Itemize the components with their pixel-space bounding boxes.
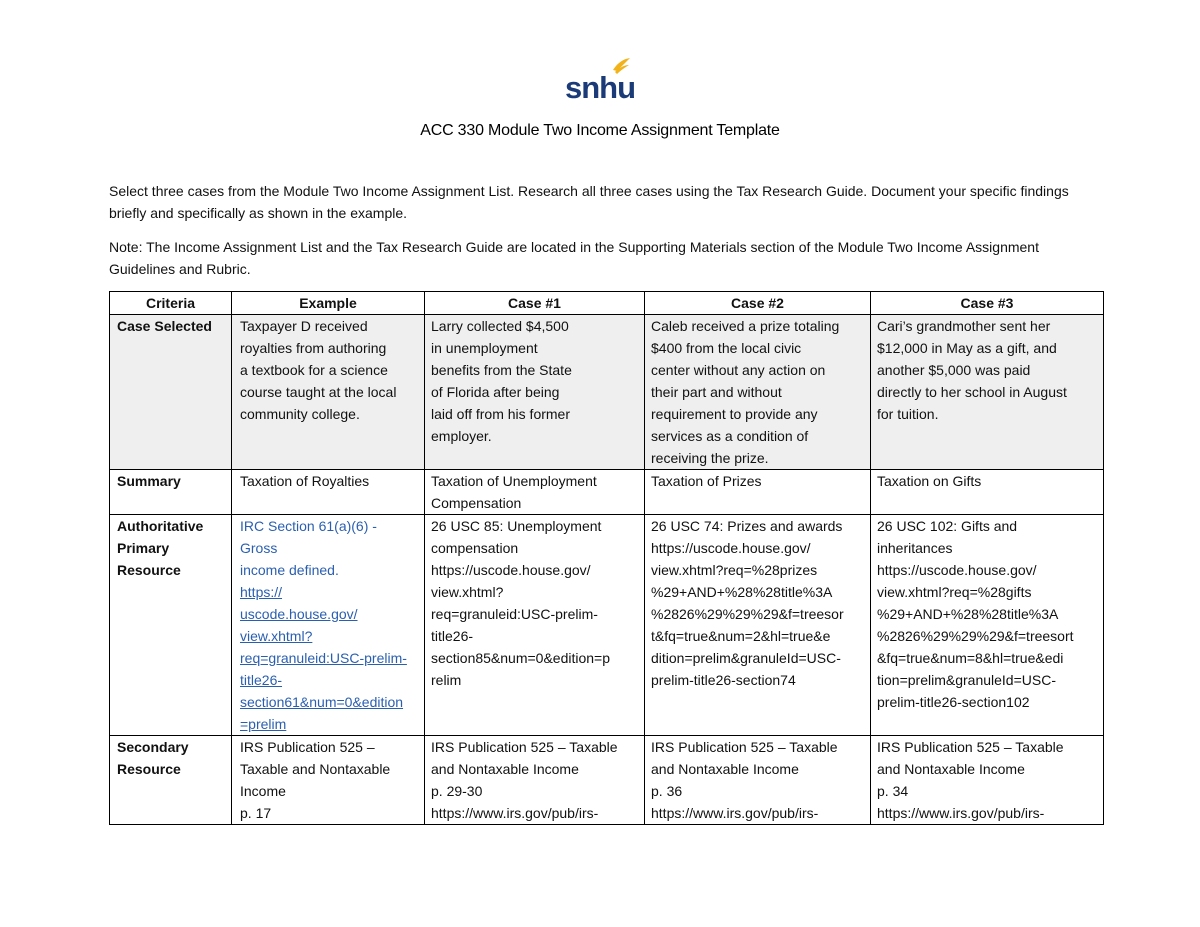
header-criteria: Criteria bbox=[110, 292, 232, 315]
text-line: Resource bbox=[117, 562, 181, 578]
cell-case-selected-example bbox=[232, 315, 425, 470]
cell-summary-case-2: Taxation of Prizes bbox=[645, 470, 871, 515]
example-citation-line: IRC Section 61(a)(6) - Gross bbox=[240, 518, 377, 556]
svg-text:snhu: snhu bbox=[564, 70, 636, 104]
example-source-link[interactable]: req=granuleid:USC-prelim- bbox=[240, 650, 407, 666]
text-line: Authoritative bbox=[117, 518, 204, 534]
text-line: Taxable and Nontaxable bbox=[240, 761, 391, 777]
note-label: Note: bbox=[109, 239, 143, 255]
text-line: $12,000 in May as a gift, and bbox=[877, 340, 1057, 356]
text-line: %29+AND+%28%28title%3A bbox=[651, 584, 833, 600]
text-line: p. 17 bbox=[240, 805, 272, 821]
text-line: p. 36 bbox=[651, 783, 683, 799]
cell-secondary-case-1 bbox=[425, 736, 645, 825]
text-line: p. 29-30 bbox=[431, 783, 483, 799]
text-line: Income bbox=[240, 783, 286, 799]
table-header-row bbox=[110, 292, 1104, 315]
text-line: prelim-title26-section74 bbox=[651, 672, 796, 688]
text-line: https://uscode.house.gov/ bbox=[651, 540, 811, 556]
text-line: view.xhtml? bbox=[431, 584, 504, 600]
cell-case-selected-case-1 bbox=[425, 315, 645, 470]
text-line: IRS Publication 525 – Taxable bbox=[651, 739, 838, 755]
cell-case-selected-case-3 bbox=[871, 315, 1104, 470]
example-source-link[interactable]: section61&num=0&edition bbox=[240, 694, 404, 710]
row-label-authoritative-resource bbox=[110, 515, 232, 736]
text-line: section85&num=0&edition=p bbox=[431, 650, 611, 666]
cell-summary-case-1 bbox=[425, 470, 645, 515]
text-line: IRS Publication 525 – Taxable bbox=[431, 739, 618, 755]
cell-case-selected-case-2 bbox=[645, 315, 871, 470]
text-line: of Florida after being bbox=[431, 384, 560, 400]
text-line: prelim-title26-section102 bbox=[877, 694, 1030, 710]
text-line: tion=prelim&granuleId=USC- bbox=[877, 672, 1056, 688]
text-line: compensation bbox=[431, 540, 519, 556]
table-row-summary bbox=[110, 470, 1104, 515]
text-line: course taught at the local bbox=[240, 384, 397, 400]
document-title: ACC 330 Module Two Income Assignment Template bbox=[420, 122, 780, 139]
table-row-authoritative-resource bbox=[110, 515, 1104, 736]
snhu-logo bbox=[560, 56, 640, 104]
text-line: directly to her school in August bbox=[877, 384, 1067, 400]
header-case-2: Case #2 bbox=[645, 292, 871, 315]
cell-authoritative-case-1 bbox=[425, 515, 645, 736]
assignment-table bbox=[109, 291, 1104, 825]
example-source-link[interactable]: uscode.house.gov/ bbox=[240, 606, 358, 622]
example-citation-line: income defined. bbox=[240, 562, 339, 578]
text-line: their part and without bbox=[651, 384, 782, 400]
note-text: The Income Assignment List and the Tax Research Guide are located in the Supporting Materials section of the Module Two Income Assignment Guidelines and Rubric. bbox=[109, 239, 1039, 277]
text-line: and Nontaxable Income bbox=[651, 761, 799, 777]
text-line: a textbook for a science bbox=[240, 362, 388, 378]
text-line: IRS Publication 525 – bbox=[240, 739, 375, 755]
note-paragraph bbox=[109, 236, 1094, 280]
cell-secondary-case-2 bbox=[645, 736, 871, 825]
instructions-paragraph: Select three cases from the Module Two Income Assignment List. Research all three cases using the Tax Research Guide. Document your specific findings briefly and specifically as shown in the example. bbox=[109, 183, 1069, 221]
row-label-case-selected: Case Selected bbox=[110, 315, 232, 470]
text-line: 26 USC 102: Gifts and bbox=[877, 518, 1018, 534]
row-label-secondary-resource bbox=[110, 736, 232, 825]
text-line: services as a condition of bbox=[651, 428, 809, 444]
table-row-secondary-resource bbox=[110, 736, 1104, 825]
text-line: requirement to provide any bbox=[651, 406, 818, 422]
text-line: Taxpayer D received bbox=[240, 318, 368, 334]
example-source-link[interactable]: https:// bbox=[240, 584, 283, 600]
text-line: $400 from the local civic bbox=[651, 340, 802, 356]
text-line: laid off from his former bbox=[431, 406, 571, 422]
text-line: in unemployment bbox=[431, 340, 538, 356]
text-line: https://uscode.house.gov/ bbox=[877, 562, 1037, 578]
header-case-3: Case #3 bbox=[871, 292, 1104, 315]
header-case-1: Case #1 bbox=[425, 292, 645, 315]
text-line: Taxation of Unemployment bbox=[431, 473, 597, 489]
text-line: %29+AND+%28%28title%3A bbox=[877, 606, 1059, 622]
text-line: &fq=true&num=8&hl=true&edi bbox=[877, 650, 1064, 666]
text-line: 26 USC 74: Prizes and awards bbox=[651, 518, 843, 534]
text-line: Cari’s grandmother sent her bbox=[877, 318, 1051, 334]
text-line: https://www.irs.gov/pub/irs- bbox=[431, 805, 599, 821]
text-line: view.xhtml?req=%28prizes bbox=[651, 562, 818, 578]
text-line: and Nontaxable Income bbox=[877, 761, 1025, 777]
text-line: Resource bbox=[117, 761, 181, 777]
text-line: https://uscode.house.gov/ bbox=[431, 562, 591, 578]
cell-authoritative-example bbox=[232, 515, 425, 736]
text-line: Larry collected $4,500 bbox=[431, 318, 569, 334]
text-line: relim bbox=[431, 672, 462, 688]
text-line: royalties from authoring bbox=[240, 340, 387, 356]
text-line: community college. bbox=[240, 406, 360, 422]
text-line: inheritances bbox=[877, 540, 953, 556]
text-line: receiving the prize. bbox=[651, 450, 769, 466]
example-source-link[interactable]: =prelim bbox=[240, 716, 287, 732]
text-line: %2826%29%29%29&f=treesort bbox=[877, 628, 1074, 644]
example-source-link[interactable]: title26- bbox=[240, 672, 283, 688]
text-line: for tuition. bbox=[877, 406, 939, 422]
text-line: employer. bbox=[431, 428, 492, 444]
text-line: Primary bbox=[117, 540, 170, 556]
text-line: Caleb received a prize totaling bbox=[651, 318, 840, 334]
cell-authoritative-case-3 bbox=[871, 515, 1104, 736]
cell-authoritative-case-2 bbox=[645, 515, 871, 736]
text-line: p. 34 bbox=[877, 783, 909, 799]
cell-secondary-example bbox=[232, 736, 425, 825]
text-line: Secondary bbox=[117, 739, 189, 755]
text-line: 26 USC 85: Unemployment bbox=[431, 518, 602, 534]
text-line: https://www.irs.gov/pub/irs- bbox=[877, 805, 1045, 821]
text-line: and Nontaxable Income bbox=[431, 761, 579, 777]
text-line: center without any action on bbox=[651, 362, 826, 378]
text-line: t&fq=true&num=2&hl=true&e bbox=[651, 628, 831, 644]
text-line: https://www.irs.gov/pub/irs- bbox=[651, 805, 819, 821]
cell-summary-case-3: Taxation on Gifts bbox=[871, 470, 1104, 515]
header-example: Example bbox=[232, 292, 425, 315]
text-line: another $5,000 was paid bbox=[877, 362, 1031, 378]
cell-secondary-case-3 bbox=[871, 736, 1104, 825]
text-line: %2826%29%29%29&f=treesor bbox=[651, 606, 844, 622]
snhu-logo-icon bbox=[560, 56, 640, 104]
example-source-link[interactable]: view.xhtml? bbox=[240, 628, 313, 644]
text-line: title26- bbox=[431, 628, 474, 644]
text-line: benefits from the State bbox=[431, 362, 572, 378]
cell-summary-example: Taxation of Royalties bbox=[232, 470, 425, 515]
text-line: IRS Publication 525 – Taxable bbox=[877, 739, 1064, 755]
row-label-summary: Summary bbox=[110, 470, 232, 515]
text-line: view.xhtml?req=%28gifts bbox=[877, 584, 1032, 600]
text-line: req=granuleid:USC-prelim- bbox=[431, 606, 598, 622]
text-line: Compensation bbox=[431, 495, 522, 511]
table-row-case-selected bbox=[110, 315, 1104, 470]
text-line: dition=prelim&granuleId=USC- bbox=[651, 650, 841, 666]
